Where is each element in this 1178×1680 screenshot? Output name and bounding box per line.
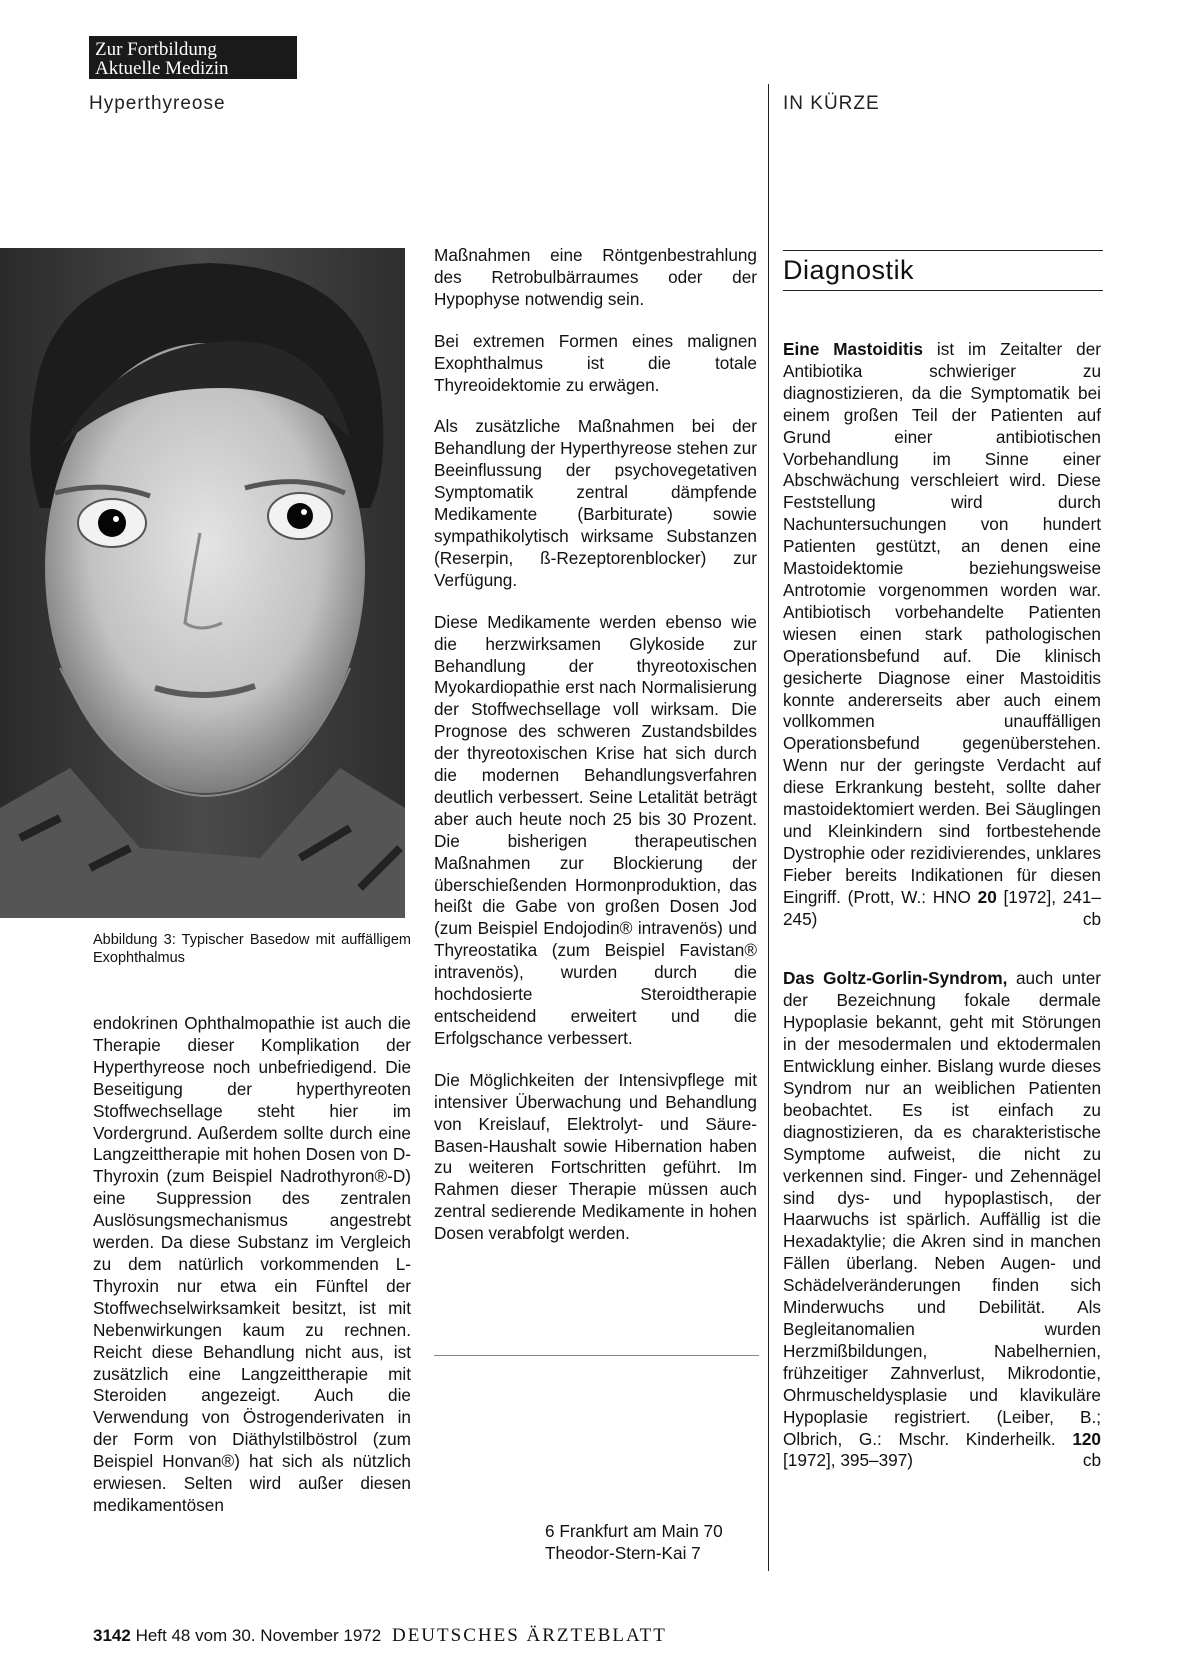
- news-item-mastoiditis: [783, 339, 1101, 930]
- column-2-paragraph-2: Bei extremen Formen eines malignen Exophthalmus ist die totale Thyreoidektomie zu erwägen.: [434, 330, 757, 395]
- column-2: [434, 245, 757, 1265]
- column-2-paragraph-1: Maßnahmen eine Röntgenbestrahlung des Retrobulbärraumes oder der Hypophyse notwendig sein.: [434, 245, 757, 309]
- column-2-separator: [434, 1355, 759, 1356]
- badge-line-2: Aktuelle Medizin: [95, 58, 229, 79]
- news-item-goltz-gorlin: [783, 968, 1101, 1472]
- heading-rule-top: [783, 250, 1103, 251]
- running-head-right: IN KÜRZE: [783, 93, 880, 114]
- news-item-signature: cb: [1082, 1450, 1101, 1471]
- column-2-paragraph-5: Die Möglichkeiten der Intensivpflege mit intensiver Überwachung und Behandlung von Kreislauf, Elektrolyt- und Säure-Basen-Haushalt sowie Hibernation haben zu weiteren Fortschritten geführt. Im Rahmen dieser Therapie müssen auch zentral sedierende Medikamente in hohen Dosen verabfolgt werden.: [434, 1069, 757, 1244]
- column-1-paragraph: endokrinen Ophthalmopathie ist auch die Therapie dieser Komplikation der Hyperthyreose noch unbefriedigend. Die Beseitigung der hyperthyreoten Stoffwechsellage steht hier im Vordergrund. Außerdem sollte durch eine Langzeittherapie mit hohen Dosen von D-Thyroxin (zum Beispiel Nadrothyron®-D) eine Suppression des zentralen Auslösungsmechanismus angestrebt werden. Da diese Substanz im Vergleich zu dem natürlich vorkommenden L-Thyroxin nur etwa ein Fünftel der Stoffwechselwirksamkeit besitzt, ist mit Nebenwirkungen kaum zu rechnen. Reicht diese Behandlung nicht aus, ist zusätzlich eine Langzeittherapie mit Steroiden angezeigt. Auch die Verwendung von Östrogenderivaten in der Form von Diäthylstilböstrol (zum Beispiel Honvan®) hat sich als nützlich erwiesen. Selten wird außer diesen medikamentösen: [93, 1013, 411, 1515]
- page-footer: [93, 1625, 667, 1647]
- news-item-body: ist im Zeitalter der Antibiotika schwieriger zu diagnostizieren, da die Symptomatik bei einem großen Teil der Patienten auf Grund einer antibiotischen Vorbehandlung im Sinne einer Abschwächung verschleiert wird. Diese Feststellung wird durch Nachuntersuchungen von hundert Patienten gestützt, an denen eine Mastoidektomie beziehungsweise Antrotomie vorgenommen worden war. Antibiotisch vorbehandelte Patienten wiesen einen stark pathologischen Operationsbefund auf. Die klinisch gesicherte Diagnose einer Mastoiditis konnte andererseits aber auch einem vollkommen unauffälligen Operationsbefund gegenüberstehen. Wenn nur der geringste Verdacht auf diese Erkrankung besteht, sollte daher mastoidektomiert werden. Bei Säuglingen und Kleinkindern sind fortbestehende Dystrophie oder rezidivierendes, unklares Fieber bereits Indikationen für diesen Eingriff. (Prott, W.: HNO: [783, 339, 1101, 907]
- page-number: 3142: [93, 1626, 131, 1645]
- author-address: [545, 1520, 723, 1564]
- column-2-paragraph-4: Diese Medikamente werden ebenso wie die herzwirksamen Glykoside zur Behandlung der thyreotoxischen Myokardiopathie erst nach Normalisierung der Stoffwechsellage voll wirksam. Die Prognose des schweren Zustandsbildes der thyreotoxischen Krise hat sich durch die modernen Behandlungsverfahren deutlich verbessert. Seine Letalität beträgt aber auch heute noch 25 bis 30 Prozent. Die bisherigen therapeutischen Maßnahmen zur Blockierung der überschießenden Hormonproduktion, das heißt die Gabe von großen Dosen Jod (zum Beispiel Endojodin® intravenös) und Thyreostatika (zum Beispiel Favistan® intravenös), wurden durch die hochdosierte Steroidtherapie entscheidend erweitert und die Erfolgschance verbessert.: [434, 611, 757, 1048]
- issue-info: Heft 48 vom 30. November 1972: [135, 1626, 382, 1645]
- news-item-volume: 20: [977, 886, 997, 907]
- news-item-reference: [1972], 241–245): [783, 886, 1101, 929]
- news-item-lead: Das Goltz-Gorlin-Syndrom,: [783, 968, 1008, 989]
- column-3: [783, 339, 1101, 1492]
- patient-photo: [0, 248, 405, 918]
- news-item-volume: 120: [1072, 1428, 1101, 1449]
- address-line-2: Theodor-Stern-Kai 7: [545, 1543, 701, 1563]
- figure-caption: Abbildung 3: Typischer Basedow mit auffälligem Exophthalmus: [93, 932, 411, 966]
- badge-line-1: Zur Fortbildung: [95, 39, 217, 60]
- column-2-paragraph-3: Als zusätzliche Maßnahmen bei der Behandlung der Hyperthyreose stehen zur Beeinflussung der psychovegetativen Symptomatik zentral dämpfende Medikamente (Barbiturate) sowie sympathikolytisch wirksame Substanzen (Reserpin, ß-Rezeptorenblocker) zur Verfügung.: [434, 416, 757, 590]
- section-badge: [89, 36, 297, 79]
- news-item-body: auch unter der Bezeichnung fokale dermale Hypoplasie bekannt, geht mit Störungen in der mesodermalen und ektodermalen Entwicklung einher. Bislang wurde dieses Syndrom nur an weiblichen Patienten beobachtet. Es ist einfach zu diagnostizieren, da es charakteristische Symptome aufweist, die nicht zu verkennen sind. Finger- und Zehennägel sind dys- und hypoplastisch, der Haarwuchs ist spärlich. Auffällig ist die Hexadaktylie; die Akren sind in manchen Fällen überlang. Neben Augen- und Schädelveränderungen finden sich Minderwuchs und Debilität. Als Begleitanomalien wurden Herzmißbildungen, Nabelhernien, frühzeitiger Zahnverlust, Mikrodontie, Ohrmuscheldysplasie und klavikuläre Hypoplasie registriert. (Leiber, B.; Olbrich, G.: Mschr. Kinderheilk.: [783, 968, 1101, 1449]
- column-divider: [768, 84, 769, 1571]
- address-line-1: 6 Frankfurt am Main 70: [545, 1521, 723, 1541]
- column-1: [93, 1013, 411, 1537]
- news-item-lead: Eine Mastoiditis: [783, 339, 923, 359]
- running-head-left: Hyperthyreose: [89, 93, 226, 114]
- news-item-signature: cb: [1082, 908, 1101, 929]
- magazine-title: DEUTSCHES ÄRZTEBLATT: [391, 1625, 667, 1646]
- section-heading: Diagnostik: [783, 255, 915, 285]
- heading-rule-bottom: [783, 290, 1103, 291]
- news-item-reference: [1972], 395–397): [783, 1450, 913, 1471]
